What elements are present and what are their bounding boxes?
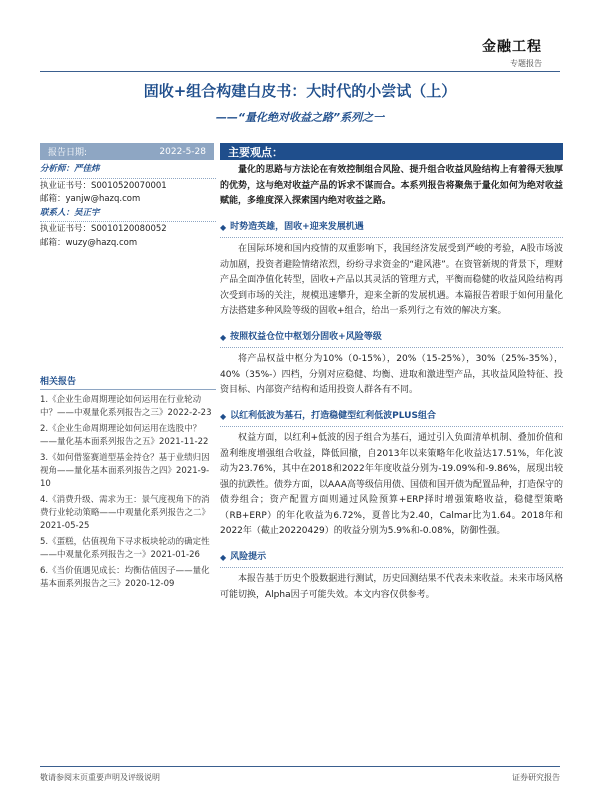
- report-title: 固收+组合构建白皮书：大时代的小尝试（上）: [143, 82, 457, 100]
- section-paragraph: 将产品权益中枢分为10%（0-15%），20%（15-25%），30%（25%-35%），40%（35%-）四档，分别对应稳健、均衡、进取和激进型产品，其收益风险特征、投资目标、内部资产结构和适用投资人群各有不同。: [220, 354, 563, 395]
- footer-label: 证券研究报告: [512, 773, 560, 782]
- analyst-cert: 执业证书号：S0010520070001: [40, 180, 167, 191]
- section-heading: [220, 330, 563, 346]
- main-content: [220, 163, 563, 603]
- analyst-block: [40, 163, 216, 250]
- contact-name: 联系人：吴正宇: [40, 207, 100, 218]
- related-report-item[interactable]: 5.《蛋糕，估值视角下寻求板块轮动的确定性——中观量化系列报告之一》2021-01-26: [40, 537, 210, 560]
- analyst-email[interactable]: 邮箱：yanjw@hazq.com: [40, 194, 141, 204]
- diamond-bullet-icon: ◆: [220, 332, 227, 342]
- report-subtitle: ——“量化绝对收益之路”系列之一: [215, 111, 385, 124]
- divider: [40, 178, 216, 179]
- date-label: 报告日期:: [48, 148, 88, 158]
- related-reports-list: [40, 394, 218, 594]
- report-date: 2022-5-28: [159, 146, 206, 157]
- date-bar: [40, 143, 214, 160]
- related-report-item[interactable]: 2.《企业生命周期理论如何运用在选股中？——量化基本面系列报告之五》2021-11-22: [40, 424, 209, 447]
- section-divider: [220, 426, 563, 427]
- footer-divider: [40, 766, 560, 767]
- section-heading: [220, 409, 563, 425]
- related-reports-title: 相关报告: [40, 377, 77, 387]
- section-divider: [220, 567, 563, 568]
- header-title: 金融工程: [482, 39, 542, 55]
- section-title: 时势造英雄，固收+迎来发展机遇: [230, 221, 364, 232]
- section-paragraph: 在国际环境和国内疫情的双重影响下，我国经济发展受到严峻的考验，A股市场波动加剧，投资者避险情绪浓烈，纷纷寻求资金的“避风港”。在资管新规的背景下，理财产品全面净值化转型，固收+产品以其灵活的管理方式，平衡而稳健的收益风险结构再次受到市场的关注，规模迅速攀升，迎来全新的发展机遇。本篇报告着眼于如何用量化方法搭建多种风险等级的固收+组合，给出一系列行之有效的解决方案。: [220, 244, 563, 316]
- contact-email[interactable]: 邮箱：wuzy@hazq.com: [40, 237, 138, 248]
- contact-cert: 执业证书号：S0010120080052: [40, 224, 167, 234]
- section-divider: [220, 237, 563, 238]
- section-title: 风险提示: [230, 551, 267, 562]
- section-title: 以红利低波为基石，打造稳健型红利低波PLUS组合: [230, 410, 436, 421]
- diamond-bullet-icon: ◆: [220, 411, 227, 421]
- section-divider: [220, 347, 563, 348]
- diamond-bullet-icon: ◆: [220, 222, 227, 232]
- related-report-item[interactable]: 6.《当价值遇见成长：均衡估值因子——量化基本面系列报告之三》2020-12-09: [40, 566, 210, 589]
- diamond-bullet-icon: ◆: [220, 552, 227, 562]
- intro-paragraph: 量化的思路与方法论在有效控制组合风险、提升组合收益风险结构上有着得天独厚的优势，这与绝对收益产品的诉求不谋而合。本系列报告将聚焦于量化如何为绝对收益赋能，多维度深入探索国内绝对收益之路。: [220, 165, 563, 206]
- section-title: 按照权益仓位中枢划分固收+风险等级: [230, 331, 382, 342]
- analyst-name: 分析师：严佳炜: [40, 164, 100, 174]
- key-points-bar: 主要观点：: [220, 143, 563, 160]
- related-report-item[interactable]: 4.《消费升级、需求为王：景气度视角下的消费行业轮动策略——中观量化系列报告之二》2021-05-25: [40, 495, 211, 531]
- related-report-item[interactable]: 1.《企业生命周期理论如何运用在行业轮动中？——中观量化系列报告之三》2022-2-23: [40, 395, 212, 418]
- header-divider: [40, 71, 560, 72]
- related-reports-divider: [40, 389, 216, 390]
- section-heading: [220, 220, 563, 236]
- footer-disclaimer: 敬请参阅末页重要声明及评级说明: [40, 773, 160, 782]
- header-subtitle: 专题报告: [510, 59, 542, 68]
- section-heading: [220, 550, 563, 566]
- related-report-item[interactable]: 3.《如何借鉴赛道型基金持仓？基于业绩归因视角——量化基本面系列报告之四》2021-9-10: [40, 453, 210, 489]
- section-paragraph: 权益方面，以红利+低波的因子组合为基石，通过引入负面清单机制、叠加价值和盈利维度增强组合收益，降低回撤，自2013年以来策略年化收益达17.51%，年化波动为23.76%，其中在2018和2022年年度收益分别为-19.09%和-9.86%，展现出较强的抗跌性。债券方面，以AAA高等级信用债、国债和国开债为配置品种，打造保守的债券组合；资产配置方面则通过风险预算+ERP择时增强策略收益，稳健型策略（RB+ERP）的年化收益为6.72%，夏普比为2.40，Calmar比为1.64。2018年和2022年（截止20220429）的收益分别为5.9%和-0.08%，防御性强。: [220, 433, 563, 536]
- divider: [40, 221, 216, 222]
- section-paragraph: 本报告基于历史个股数据进行测试，历史回测结果不代表未来收益。未来市场风格可能切换，Alpha因子可能失效。本文内容仅供参考。: [220, 574, 563, 600]
